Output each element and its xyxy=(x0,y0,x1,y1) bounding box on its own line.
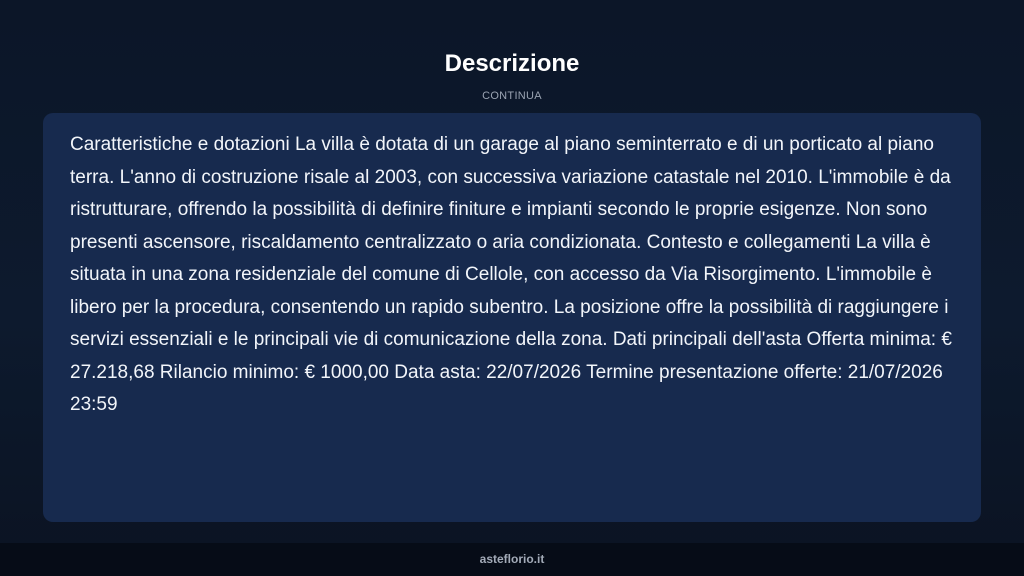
page-title: Descrizione xyxy=(444,50,580,77)
description-text: Caratteristiche e dotazioni La villa è dotata di un garage al piano seminterrato e di un porticato al piano terra. L'anno di costruzione risale al 2003, con successiva variazione catastale nel 2010. L'immobile è da ristrutturare, offrendo la possibilità di definire finiture e impianti secondo le proprie esigenze. Non sono presenti ascensore, riscaldamento centralizzato o aria condizionata. Contesto e collegamenti La villa è situata in una zona residenziale del comune di Cellole, con accesso da Via Risorgimento. L'immobile è libero per la procedura, consentendo un rapido subentro. La posizione offre la possibilità di raggiungere i servizi essenziali e le principali vie di comunicazione della zona. Dati principali dell'asta Offerta minima: € 27.218,68 Rilancio minimo: € 1000,00 Data asta: 22/07/2026 Termine presentazione offerte: 21/07/2026 23:59 xyxy=(70,134,952,415)
footer-bar xyxy=(0,543,1024,576)
page-subtitle: CONTINUA xyxy=(482,90,542,102)
description-card xyxy=(43,113,981,522)
footer-domain: asteflorio.it xyxy=(479,552,545,566)
